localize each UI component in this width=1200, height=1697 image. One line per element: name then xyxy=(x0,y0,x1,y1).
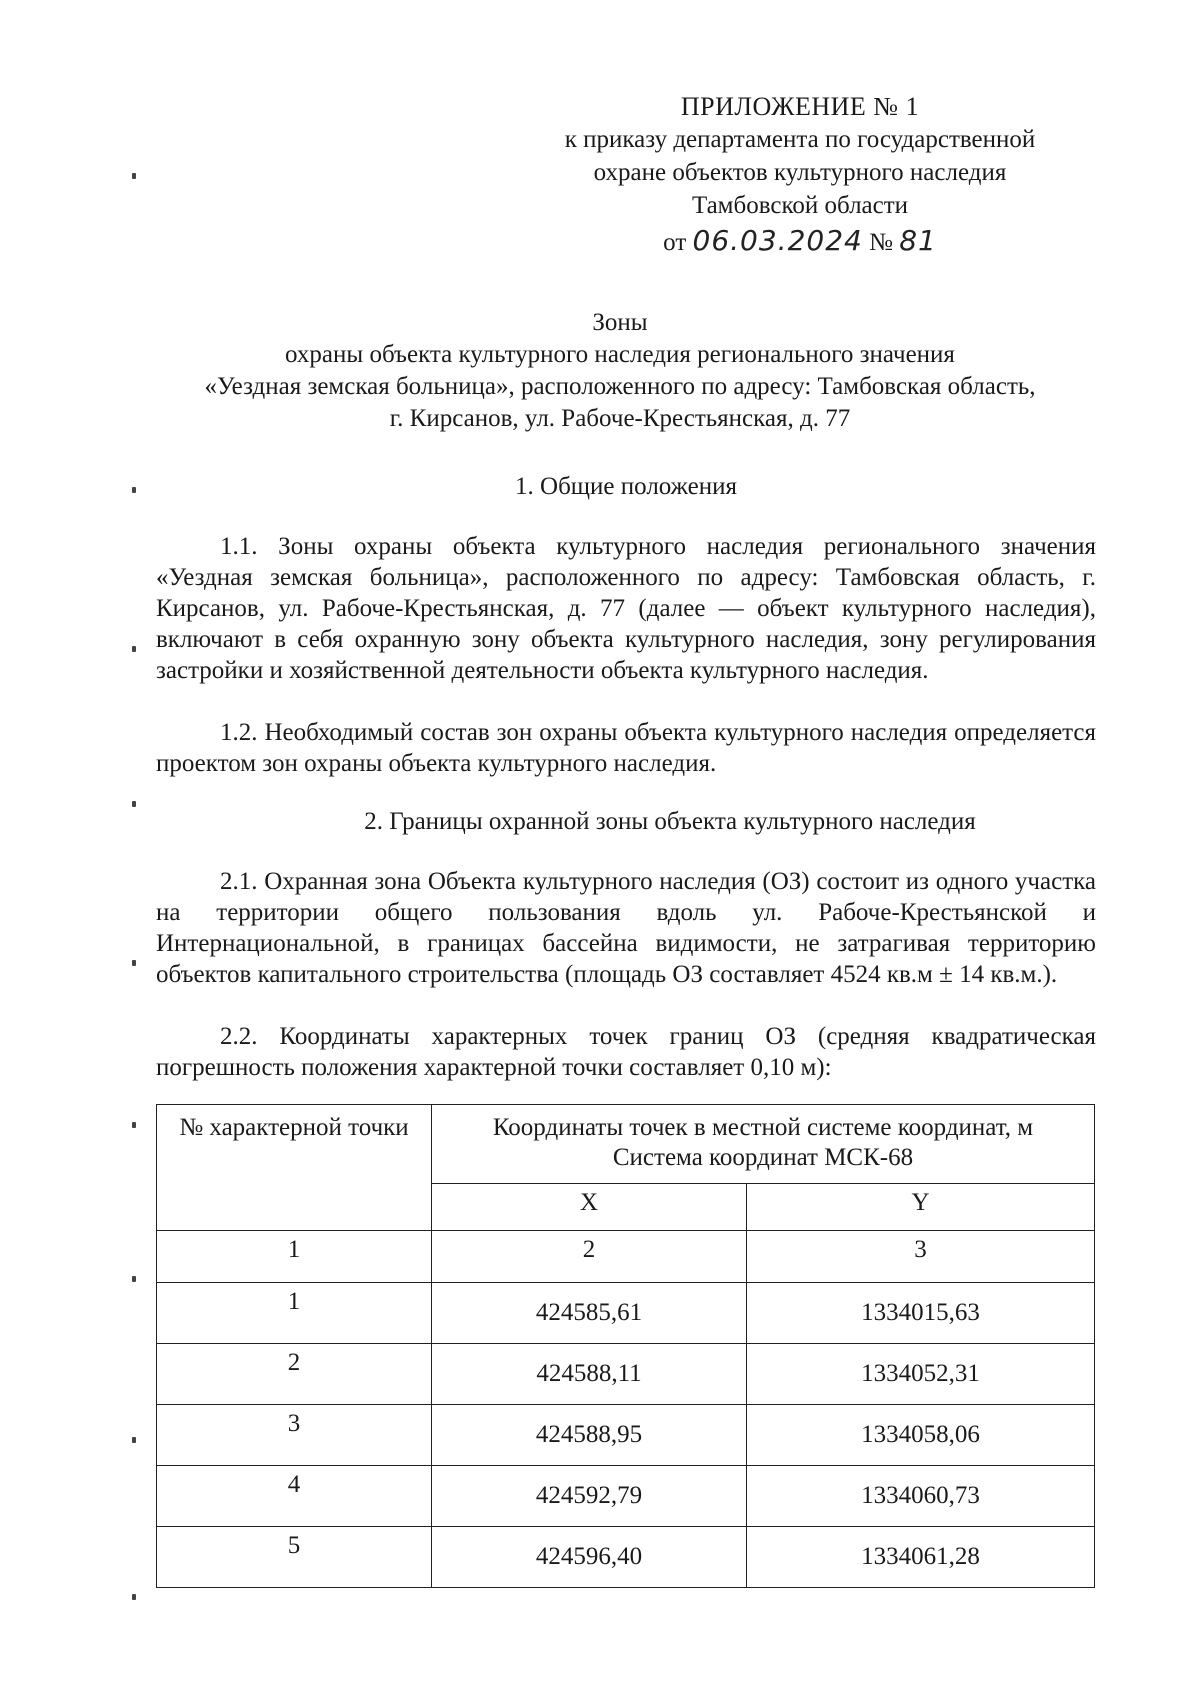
index-cell: 2 xyxy=(432,1231,747,1283)
point-number-cell: 3 xyxy=(157,1405,432,1466)
header-coordinates-line-2: Система координат МСК-68 xyxy=(612,1144,914,1171)
paragraph-2-1-text: 2.1. Охранная зона Объекта культурного наследия (ОЗ) состоит из одного участка на территории общего пользования вдоль ул. Рабоче-Крестьянской и Интернациональной, в границах бассейна видимости, не затрагивая территорию объектов капитального строительства (площадь ОЗ составляет 4524 кв.м ± 14 кв.м.). xyxy=(156,868,1096,988)
scan-speck xyxy=(132,801,136,807)
x-value-cell: 424596,40 xyxy=(432,1527,747,1588)
x-value-cell: 424592,79 xyxy=(432,1466,747,1527)
scan-speck xyxy=(132,173,136,179)
table-index-row xyxy=(157,1231,1095,1283)
appendix-header xyxy=(520,90,1080,259)
order-date-line xyxy=(520,224,1080,259)
x-value-cell: 424585,61 xyxy=(432,1283,747,1344)
number-label: № xyxy=(869,229,893,256)
x-value-cell: 424588,11 xyxy=(432,1344,747,1405)
point-number-cell: 4 xyxy=(157,1466,432,1527)
document-title xyxy=(150,307,1090,435)
section-2-heading: 2. Границы охранной зоны объекта культурного наследия xyxy=(364,808,976,835)
date-prefix: от xyxy=(663,229,687,256)
title-line-1: Зоны xyxy=(592,309,648,336)
scan-speck xyxy=(132,1276,136,1282)
appendix-line-1: к приказу департамента по государственной xyxy=(564,126,1036,153)
index-cell: 3 xyxy=(746,1231,1094,1283)
table-row xyxy=(157,1283,1095,1344)
table-row xyxy=(157,1527,1095,1588)
paragraph-1-1-text: 1.1. Зоны охраны объекта культурного наследия регионального значения «Уездная земская больница», расположенного по адресу: Тамбовская область, г. Кирсанов, ул. Рабоче-Крестьянская, д. 77 (далее — объект культурного наследия), включают в себя охранную зону объекта культурного наследия, зону регулирования застройки и хозяйственной деятельности объекта культурного наследия. xyxy=(156,533,1096,684)
paragraph-2-2-text: 2.2. Координаты характерных точек границ ОЗ (средняя квадратическая погрешность положения характерной точки составляет 0,10 м): xyxy=(156,1023,1096,1081)
y-value-cell: 1334015,63 xyxy=(746,1283,1094,1344)
point-number-cell: 1 xyxy=(157,1283,432,1344)
appendix-line-3: Тамбовской области xyxy=(691,192,909,219)
scan-speck xyxy=(132,960,136,966)
point-number-cell: 5 xyxy=(157,1527,432,1588)
index-cell: 1 xyxy=(157,1231,432,1283)
scan-speck xyxy=(132,487,136,493)
appendix-line-2: охране объектов культурного наследия xyxy=(593,159,1007,186)
title-line-4: г. Кирсанов, ул. Рабоче-Крестьянская, д. 77 xyxy=(389,405,851,432)
coordinates-table xyxy=(156,1104,1095,1588)
paragraph-2-2 xyxy=(156,1021,1096,1083)
y-value-cell: 1334060,73 xyxy=(746,1466,1094,1527)
section-1-heading: 1. Общие положения xyxy=(515,473,737,500)
scan-speck xyxy=(132,646,136,652)
y-value-cell: 1334058,06 xyxy=(746,1405,1094,1466)
table-header-row xyxy=(157,1105,1095,1184)
y-value-cell: 1334052,31 xyxy=(746,1344,1094,1405)
header-y: Y xyxy=(746,1184,1094,1231)
table-row xyxy=(157,1466,1095,1527)
table-row xyxy=(157,1405,1095,1466)
header-point-number: № характерной точки xyxy=(157,1105,432,1231)
header-x: X xyxy=(432,1184,747,1231)
paragraph-1-2-text: 1.2. Необходимый состав зон охраны объекта культурного наследия определяется проектом зон охраны объекта культурного наследия. xyxy=(156,719,1096,777)
title-line-2: охраны объекта культурного наследия регионального значения xyxy=(285,341,955,368)
point-number-cell: 2 xyxy=(157,1344,432,1405)
header-coordinates-line-1: Координаты точек в местной системе координат, м xyxy=(492,1114,1034,1141)
paragraph-2-1 xyxy=(156,866,1096,990)
x-value-cell: 424588,95 xyxy=(432,1405,747,1466)
handwritten-date: 06.03.2024 xyxy=(692,224,863,257)
y-value-cell: 1334061,28 xyxy=(746,1527,1094,1588)
table-row xyxy=(157,1344,1095,1405)
paragraph-1-1 xyxy=(156,531,1096,686)
paragraph-1-2 xyxy=(156,717,1096,779)
appendix-title: ПРИЛОЖЕНИЕ № 1 xyxy=(680,92,920,121)
scan-speck xyxy=(132,1594,136,1600)
title-line-3: «Уездная земская больница», расположенного по адресу: Тамбовская область, xyxy=(204,373,1036,400)
header-coordinates xyxy=(432,1105,1095,1184)
scan-speck xyxy=(132,1122,136,1128)
handwritten-number: 81 xyxy=(899,224,937,257)
scan-speck xyxy=(132,1437,136,1443)
